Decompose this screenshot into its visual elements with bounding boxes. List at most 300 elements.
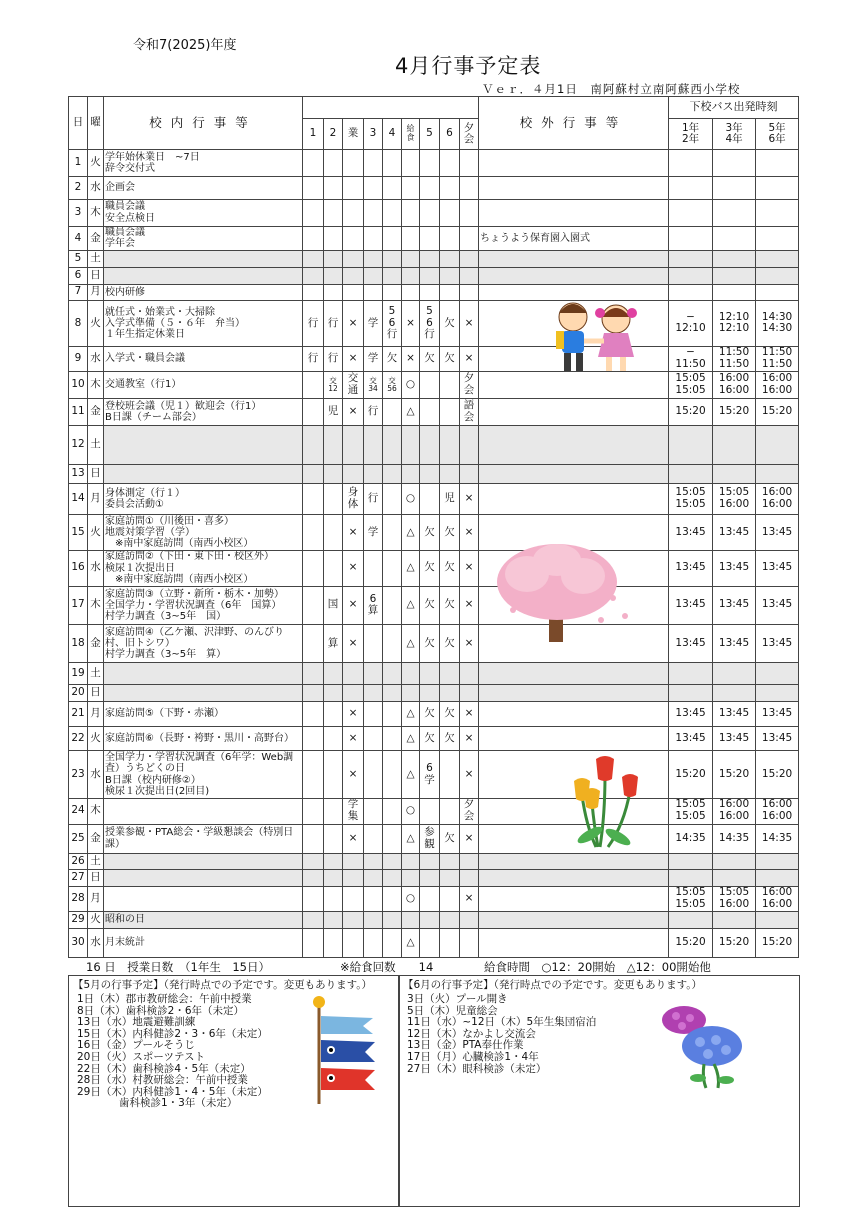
day-row [69, 284, 799, 301]
grade-mark [440, 267, 460, 284]
grade-mark [440, 663, 460, 685]
bus-time [713, 199, 756, 226]
version-line [482, 81, 740, 97]
school-event [104, 465, 303, 484]
school-event: 昭和の日 [104, 912, 303, 929]
day-row [69, 870, 799, 887]
grade-mark [303, 870, 324, 887]
day-number: 26 [69, 853, 88, 870]
may-event-item: 16日（金）プールそうじ [77, 1039, 195, 1052]
weekday: 日 [88, 685, 104, 702]
school-event: 職員会議 学年会 [104, 226, 303, 251]
grade-mark: 語 会 [460, 399, 479, 426]
grade-mark: × [460, 301, 479, 347]
grade-mark [364, 870, 383, 887]
bus-time: 13:45 [669, 550, 713, 586]
june-event-item: 17日（月）心臓検診1・4年 [407, 1051, 539, 1063]
grade-mark [324, 685, 343, 702]
day-row [69, 824, 799, 853]
weekday: 木 [88, 199, 104, 226]
bus-time [756, 663, 799, 685]
grade-mark [324, 886, 343, 911]
grade-mark [420, 199, 440, 226]
page-title: 4月行事予定表 [395, 54, 542, 78]
bus-time: 11:50 11:50 [756, 346, 799, 371]
grade-mark [460, 685, 479, 702]
school-event: 企画会 [104, 176, 303, 199]
grade-mark [324, 483, 343, 514]
day-number: 4 [69, 226, 88, 251]
may-event-item: 13日（水）地震避難訓練 [77, 1016, 196, 1029]
grade-mark [383, 149, 402, 176]
cherry-tree-illustration [483, 540, 643, 645]
grade-mark [364, 798, 383, 824]
grade-mark: 6 学 [420, 751, 440, 798]
grade-mark: 学 [364, 515, 383, 551]
bus-time: 15:20 [756, 399, 799, 426]
bus-time [756, 870, 799, 887]
grade-mark [383, 853, 402, 870]
grade-mark [343, 663, 364, 685]
grade-mark: 参 観 [420, 824, 440, 853]
grade-mark: △ [402, 515, 420, 551]
grade-mark [343, 176, 364, 199]
school-event: 家庭訪問④（乙ケ瀬、沢津野、のんびり 村、旧トシワ） 村学力調査（3~5年 算） [104, 624, 303, 662]
grade-mark [324, 701, 343, 726]
grade-mark: 学 [364, 301, 383, 347]
grade-mark [440, 928, 460, 957]
school-event [104, 251, 303, 268]
hdr-grade-2: 業 [343, 118, 364, 149]
hdr-bus: 下校バス出発時刻 [669, 97, 799, 119]
bus-time: 13:45 [756, 550, 799, 586]
grade-mark [383, 399, 402, 426]
grade-mark [324, 751, 343, 798]
june-events-box [398, 975, 800, 1207]
grade-mark [324, 912, 343, 929]
grade-mark: 欠 [420, 701, 440, 726]
bus-time [713, 149, 756, 176]
grade-mark [420, 251, 440, 268]
day-row [69, 425, 799, 464]
day-number: 25 [69, 824, 88, 853]
grade-mark [324, 425, 343, 464]
bus-time [713, 685, 756, 702]
bus-time: 15:20 [669, 928, 713, 957]
bus-time: 16:00 16:00 [756, 886, 799, 911]
grade-mark [364, 701, 383, 726]
grade-mark [420, 284, 440, 301]
weekday: 日 [88, 870, 104, 887]
grade-mark: △ [402, 701, 420, 726]
may-event-item: 8日（木）歯科検診2・6年（未定） [77, 1004, 245, 1017]
grade-mark [402, 267, 420, 284]
bus-time: 13:45 [669, 726, 713, 751]
hydrangea-illustration [654, 998, 754, 1090]
weekday: 日 [88, 465, 104, 484]
grade-mark [420, 663, 440, 685]
grade-mark [460, 251, 479, 268]
grade-mark: × [460, 550, 479, 586]
grade-mark [364, 624, 383, 662]
grade-mark [460, 267, 479, 284]
weekday: 水 [88, 176, 104, 199]
grade-mark [420, 886, 440, 911]
version: Ｖｅｒ．４月1日 [482, 82, 578, 96]
grade-mark [420, 928, 440, 957]
grade-mark [402, 149, 420, 176]
grade-mark [303, 912, 324, 929]
bus-time: 15:20 [756, 751, 799, 798]
grade-mark: △ [402, 751, 420, 798]
bus-time [669, 267, 713, 284]
school-event [104, 886, 303, 911]
bus-time [669, 853, 713, 870]
grade-mark: 5 6 行 [420, 301, 440, 347]
hdr-grade-6: 5 [420, 118, 440, 149]
outside-event [479, 199, 669, 226]
day-row [69, 586, 799, 624]
bus-time [713, 176, 756, 199]
grade-mark [303, 176, 324, 199]
day-row [69, 624, 799, 662]
grade-mark [343, 199, 364, 226]
bus-time [713, 251, 756, 268]
grade-mark [440, 685, 460, 702]
bus-time [713, 425, 756, 464]
school-event [104, 853, 303, 870]
grade-mark: 行 [364, 483, 383, 514]
grade-mark: × [460, 824, 479, 853]
grade-mark [402, 425, 420, 464]
school-event [104, 870, 303, 887]
bus-time [756, 226, 799, 251]
grade-mark [364, 199, 383, 226]
grade-mark [364, 149, 383, 176]
grade-mark [383, 176, 402, 199]
grade-mark [343, 251, 364, 268]
school-event: 交通教室（行1） [104, 372, 303, 399]
day-number: 17 [69, 586, 88, 624]
hdr-grade-4: 4 [383, 118, 402, 149]
grade-mark [402, 251, 420, 268]
weekday: 木 [88, 586, 104, 624]
grade-mark [420, 483, 440, 514]
june-event-item: 5日（木）児童総会 [407, 1004, 498, 1017]
grade-mark: × [343, 346, 364, 371]
grade-mark [460, 226, 479, 251]
grade-mark [460, 870, 479, 887]
grade-mark: 身 体 [343, 483, 364, 514]
grade-mark [402, 663, 420, 685]
day-row [69, 346, 799, 371]
outside-event [479, 685, 669, 702]
weekday: 水 [88, 550, 104, 586]
day-number: 30 [69, 928, 88, 957]
grade-mark [303, 624, 324, 662]
bus-time: 13:45 [669, 515, 713, 551]
grade-mark [402, 870, 420, 887]
weekday: 火 [88, 301, 104, 347]
bus-time [669, 663, 713, 685]
weekday: 土 [88, 251, 104, 268]
day-row [69, 726, 799, 751]
grade-mark [364, 465, 383, 484]
grade-mark [420, 176, 440, 199]
day-row [69, 798, 799, 824]
school-event: 家庭訪問⑤（下野・赤瀬） [104, 701, 303, 726]
grade-mark [440, 751, 460, 798]
grade-mark [440, 798, 460, 824]
grade-mark [364, 284, 383, 301]
outside-event: ちょうよう保育園入園式 [479, 226, 669, 251]
bus-time: 13:45 [756, 515, 799, 551]
day-number: 16 [69, 550, 88, 586]
day-row [69, 267, 799, 284]
grade-mark [420, 870, 440, 887]
day-number: 24 [69, 798, 88, 824]
school-event: 月末統計 [104, 928, 303, 957]
bus-time: 13:45 [713, 550, 756, 586]
bus-time [756, 465, 799, 484]
grade-mark: × [460, 886, 479, 911]
day-number: 23 [69, 751, 88, 798]
may-events-box [68, 975, 400, 1207]
hdr-bus-col-2: 5年 6年 [756, 118, 799, 149]
grade-mark [343, 149, 364, 176]
bus-time: 15:20 [756, 928, 799, 957]
grade-mark [420, 853, 440, 870]
day-row [69, 912, 799, 929]
may-event-item: 15日（木）内科健診2・3・6年（未定） [77, 1027, 268, 1040]
weekday: 土 [88, 663, 104, 685]
grade-mark: 行 [303, 346, 324, 371]
grade-mark [402, 685, 420, 702]
bus-time: 13:45 [756, 701, 799, 726]
june-event-item: 27日（木）眼科検診（未定） [407, 1062, 547, 1075]
grade-mark [303, 251, 324, 268]
day-number: 14 [69, 483, 88, 514]
grade-mark [364, 912, 383, 929]
grade-mark [303, 798, 324, 824]
outside-event [479, 425, 669, 464]
grade-mark: × [343, 586, 364, 624]
grade-mark [460, 284, 479, 301]
grade-mark [460, 912, 479, 929]
day-number: 7 [69, 284, 88, 301]
weekday: 月 [88, 483, 104, 514]
bus-time [713, 226, 756, 251]
grade-mark [324, 284, 343, 301]
grade-mark [383, 425, 402, 464]
day-row [69, 685, 799, 702]
school-event: 家庭訪問①（川後田・喜多） 地震対策学習（学） ※南中家庭訪問（南西小校区） [104, 515, 303, 551]
day-row [69, 149, 799, 176]
grade-mark: 行 [324, 346, 343, 371]
school-event [104, 798, 303, 824]
grade-mark: × [460, 726, 479, 751]
day-number: 10 [69, 372, 88, 399]
day-number: 28 [69, 886, 88, 911]
grade-mark: × [343, 726, 364, 751]
bus-time [669, 912, 713, 929]
grade-mark [343, 284, 364, 301]
grade-mark [383, 465, 402, 484]
grade-mark [420, 267, 440, 284]
grade-mark: 欠 [440, 701, 460, 726]
grade-mark [324, 824, 343, 853]
grade-mark [364, 685, 383, 702]
grade-mark [324, 251, 343, 268]
bus-time: 13:45 [713, 624, 756, 662]
bus-time: 13:45 [756, 624, 799, 662]
day-number: 22 [69, 726, 88, 751]
grade-mark: 行 [324, 301, 343, 347]
day-number: 19 [69, 663, 88, 685]
day-number: 6 [69, 267, 88, 284]
grade-mark [383, 663, 402, 685]
summary-days: 16 日 授業日数 （1年生 15日） [86, 960, 270, 974]
bus-time: 16:00 16:00 [756, 483, 799, 514]
grade-mark: 夕 会 [460, 798, 479, 824]
bus-time [713, 284, 756, 301]
hdr-grades-top [303, 97, 479, 119]
day-number: 9 [69, 346, 88, 371]
day-number: 2 [69, 176, 88, 199]
grade-mark: × [343, 624, 364, 662]
bus-time: 13:45 [669, 586, 713, 624]
grade-mark [383, 886, 402, 911]
grade-mark [420, 372, 440, 399]
day-row [69, 372, 799, 399]
grade-mark: 欠 [440, 515, 460, 551]
grade-mark [383, 624, 402, 662]
grade-mark: × [460, 346, 479, 371]
grade-mark [364, 176, 383, 199]
grade-mark [440, 399, 460, 426]
grade-mark [383, 251, 402, 268]
grade-mark: 欠 [440, 301, 460, 347]
summary-meals: ※給食回数 14 [340, 960, 434, 974]
grade-mark [343, 267, 364, 284]
bus-time [756, 912, 799, 929]
school-event: 授業参観・PTA総会・学級懇談会（特別日 課） [104, 824, 303, 853]
bus-time: − 11:50 [669, 346, 713, 371]
day-number: 21 [69, 701, 88, 726]
day-row [69, 199, 799, 226]
bus-time: 14:30 14:30 [756, 301, 799, 347]
june-heading: 【6月の行事予定】（発行時点での予定です。変更もあります。） [403, 979, 702, 991]
day-number: 1 [69, 149, 88, 176]
grade-mark [364, 928, 383, 957]
bus-time [756, 199, 799, 226]
grade-mark [364, 251, 383, 268]
grade-mark: 算 [324, 624, 343, 662]
grade-mark: 欠 [420, 624, 440, 662]
day-number: 20 [69, 685, 88, 702]
grade-mark [303, 663, 324, 685]
day-row [69, 301, 799, 347]
outside-event [479, 267, 669, 284]
grade-mark: 児 [440, 483, 460, 514]
school-event: 家庭訪問⑥（長野・袴野・黒川・高野台） [104, 726, 303, 751]
bus-time [713, 870, 756, 887]
grade-mark [460, 465, 479, 484]
grade-mark [364, 853, 383, 870]
grade-mark: × [402, 301, 420, 347]
weekday: 水 [88, 346, 104, 371]
outside-event [479, 251, 669, 268]
bus-time: 15:05 15:05 [669, 372, 713, 399]
grade-mark [324, 550, 343, 586]
weekday: 月 [88, 284, 104, 301]
grade-mark [440, 284, 460, 301]
grade-mark [440, 912, 460, 929]
grade-mark: △ [402, 550, 420, 586]
bus-time: 14:35 [713, 824, 756, 853]
grade-mark: △ [402, 824, 420, 853]
grade-mark: 学 集 [343, 798, 364, 824]
bus-time [669, 149, 713, 176]
grade-mark: 欠 [440, 346, 460, 371]
grade-mark: × [343, 701, 364, 726]
day-number: 27 [69, 870, 88, 887]
outside-event [479, 928, 669, 957]
grade-mark [303, 149, 324, 176]
grade-mark [383, 284, 402, 301]
june-event-item: 3日（火）プール開き [407, 993, 508, 1005]
grade-mark [303, 928, 324, 957]
school-event: 入学式・職員会議 [104, 346, 303, 371]
grade-mark [440, 199, 460, 226]
grade-mark [324, 515, 343, 551]
day-number: 3 [69, 199, 88, 226]
grade-mark [343, 853, 364, 870]
grade-mark: × [343, 515, 364, 551]
grade-mark [343, 465, 364, 484]
grade-mark [364, 886, 383, 911]
bus-time: 15:20 [713, 399, 756, 426]
bus-time: 16:00 16:00 [756, 372, 799, 399]
grade-mark: 欠 [440, 550, 460, 586]
school-event [104, 685, 303, 702]
weekday: 火 [88, 515, 104, 551]
bus-time [756, 284, 799, 301]
grade-mark: 欠 [420, 550, 440, 586]
grade-mark: 欠 [420, 726, 440, 751]
bus-time: 13:45 [713, 515, 756, 551]
bus-time [669, 425, 713, 464]
grade-mark: × [343, 399, 364, 426]
grade-mark [364, 751, 383, 798]
outside-event [479, 701, 669, 726]
grade-mark [402, 912, 420, 929]
weekday: 金 [88, 226, 104, 251]
day-row [69, 701, 799, 726]
grade-mark [303, 726, 324, 751]
grade-mark [324, 726, 343, 751]
hdr-grade-8: 夕会 [460, 118, 479, 149]
day-number: 12 [69, 425, 88, 464]
may-event-item: 歯科検診1・3年（未定） [77, 1097, 238, 1110]
grade-mark: 欠 [383, 346, 402, 371]
outside-event [479, 912, 669, 929]
bus-time [756, 853, 799, 870]
school-name: 南阿蘇村立南阿蘇西小学校 [590, 82, 741, 96]
day-row [69, 928, 799, 957]
bus-time: − 12:10 [669, 301, 713, 347]
grade-mark: ○ [402, 886, 420, 911]
